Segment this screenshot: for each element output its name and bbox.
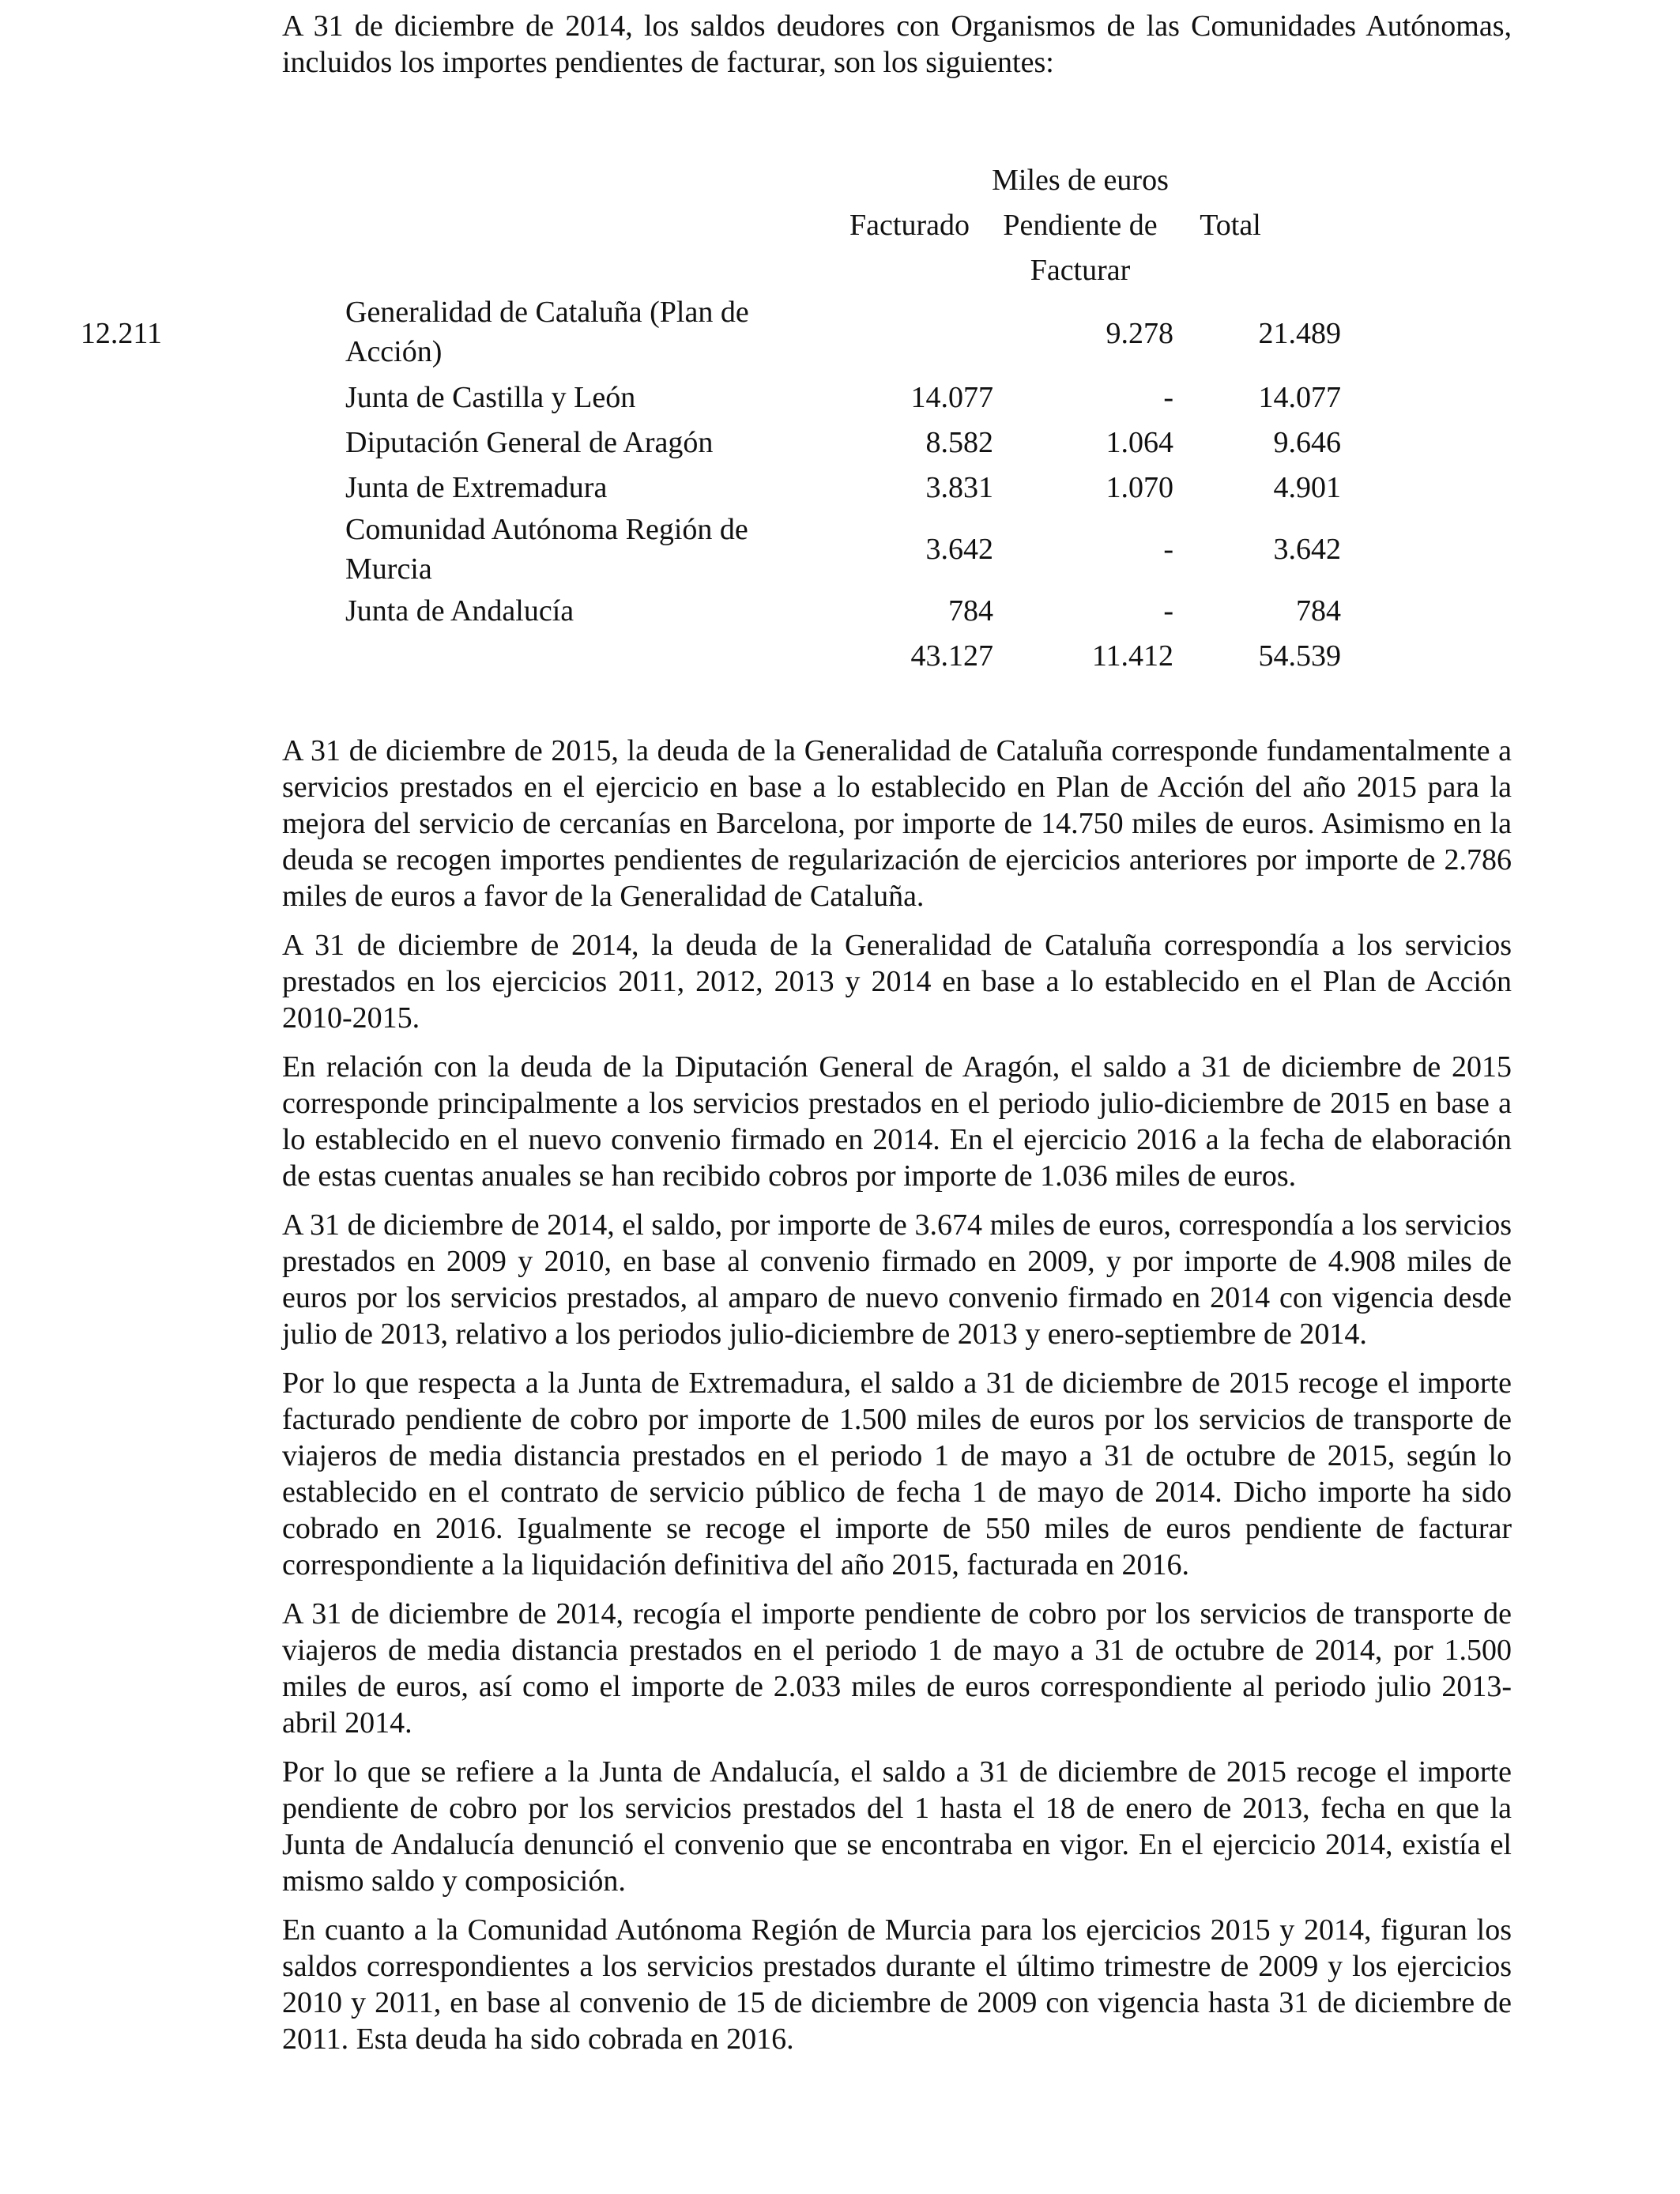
- paragraph: En relación con la deuda de la Diputación General de Aragón, el saldo a 31 de diciembre de 2015 corresponde principalmente a los servicios prestados en el periodo julio-diciembre de 2015 en base a lo establecido en el nuevo convenio firmado en 2014. En el ejercicio 2016 a la fecha de elaboración de estas cuentas anuales se han recibido cobros por importe de 1.036 miles de euros.: [282, 1050, 1512, 1193]
- col-header-total: Total: [1200, 209, 1261, 242]
- facturado-value: 8.582: [925, 426, 993, 459]
- paragraph: A 31 de diciembre de 2014, la deuda de la Generalidad de Cataluña correspondía a los servicios prestados en los ejercicios 2011, 2012, 2013 y 2014 en base a lo establecido en el Plan de Acción 2010-2015.: [282, 929, 1512, 1035]
- total-value: 14.077: [1258, 381, 1341, 414]
- paragraph: En cuanto a la Comunidad Autónoma Región de Murcia para los ejercicios 2015 y 2014, figuran los saldos correspondientes a los servicios prestados durante el último trimestre de 2009 y los ejercicios 2010 y 2011, en base al convenio de 15 de diciembre de 2009 con vigencia hasta 31 de diciembre de 2011. Esta deuda ha sido cobrada en 2016.: [282, 1913, 1512, 2056]
- total-value: 784: [1296, 594, 1341, 628]
- body-text: [282, 733, 1512, 2057]
- paragraph: A 31 de diciembre de 2014, recogía el importe pendiente de cobro por los servicios de transporte de viajeros de media distancia prestados en el periodo 1 de mayo a 31 de octubre de 2014, por 1.500 miles de euros, así como el importe de 2.033 miles de euros correspondiente al periodo julio 2013-abril 2014.: [282, 1597, 1512, 1740]
- col-header-facturado: Facturado: [849, 209, 970, 242]
- entity-name-cont: Murcia: [345, 552, 432, 586]
- entity-name: Junta de Extremadura: [345, 471, 608, 504]
- pendiente-value: -: [1163, 381, 1173, 414]
- paragraph: A 31 de diciembre de 2014, el saldo, por importe de 3.674 miles de euros, correspondía a los servicios prestados en 2009 y 2010, en base al convenio firmado en 2009, y por importe de 4.908 miles de euros por los servicios prestados, al amparo de nuevo convenio firmado en 2014 con vigencia desde julio de 2013, relativo a los periodos julio-diciembre de 2013 y enero-septiembre de 2014.: [282, 1208, 1512, 1351]
- paragraph: Por lo que respecta a la Junta de Extremadura, el saldo a 31 de diciembre de 2015 recoge el importe facturado pendiente de cobro por importe de 1.500 miles de euros por los servicios de transporte de viajeros de media distancia prestados en el periodo 1 de mayo a 31 de octubre de 2015, según lo establecido en el contrato de servicio público de fecha 1 de mayo de 2014. Dicho importe ha sido cobrado en 2016. Igualmente se recoge el importe de 550 miles de euros pendiente de facturar correspondiente a la liquidación definitiva del año 2015, facturada en 2016.: [282, 1367, 1512, 1581]
- paragraph: Por lo que se refiere a la Junta de Andalucía, el saldo a 31 de diciembre de 2015 recoge el importe pendiente de cobro por los servicios prestados del 1 hasta el 18 de enero de 2013, fecha en que la Junta de Andalucía denunció el convenio que se encontraba en vigor. En el ejercicio 2014, existía el mismo saldo y composición.: [282, 1755, 1512, 1898]
- units-header: Miles de euros: [992, 164, 1169, 197]
- entity-name: Comunidad Autónoma Región de: [345, 513, 748, 546]
- balances-table: [80, 158, 1512, 680]
- entity-name: Junta de Castilla y León: [345, 381, 636, 414]
- grand-total: 54.539: [1258, 639, 1341, 673]
- total-value: 3.642: [1273, 533, 1341, 566]
- pendiente-value: 1.064: [1106, 426, 1173, 459]
- total-value: 4.901: [1273, 471, 1341, 504]
- pendiente-value: -: [1163, 594, 1173, 628]
- entity-name-cont: Acción): [345, 335, 443, 368]
- facturado-value: 3.642: [925, 533, 993, 566]
- entity-name: Generalidad de Cataluña (Plan de: [345, 296, 749, 329]
- total-facturado: 43.127: [910, 639, 993, 673]
- entity-name: Diputación General de Aragón: [345, 426, 714, 459]
- total-value: 21.489: [1258, 317, 1341, 350]
- pendiente-value: 1.070: [1106, 471, 1173, 504]
- col-header-pendiente: Pendiente de: [1003, 209, 1158, 242]
- pendiente-value: -: [1163, 533, 1173, 566]
- col-header-pendiente-2: Facturar: [1030, 254, 1131, 287]
- total-pendiente: 11.412: [1091, 639, 1173, 673]
- facturado-value: 3.831: [925, 471, 993, 504]
- intro-paragraph: A 31 de diciembre de 2014, los saldos deudores con Organismos de las Comunidades Autónomas, incluidos los importes pendientes de facturar, son los siguientes:: [282, 9, 1512, 79]
- facturado-value: 14.077: [910, 381, 993, 414]
- paragraph: A 31 de diciembre de 2015, la deuda de la Generalidad de Cataluña corresponde fundamentalmente a servicios prestados en el ejercicio en base a lo establecido en Plan de Acción del año 2015 para la mejora del servicio de cercanías en Barcelona, por importe de 14.750 miles de euros. Asimismo en la deuda se recogen importes pendientes de regularización de ejercicios anteriores por importe de 2.786 miles de euros a favor de la Generalidad de Cataluña.: [282, 734, 1512, 913]
- entity-name: Junta de Andalucía: [345, 594, 574, 628]
- facturado-value: 12.211: [80, 317, 162, 350]
- pendiente-value: 9.278: [1106, 317, 1173, 350]
- facturado-value: 784: [948, 594, 993, 628]
- total-value: 9.646: [1273, 426, 1341, 459]
